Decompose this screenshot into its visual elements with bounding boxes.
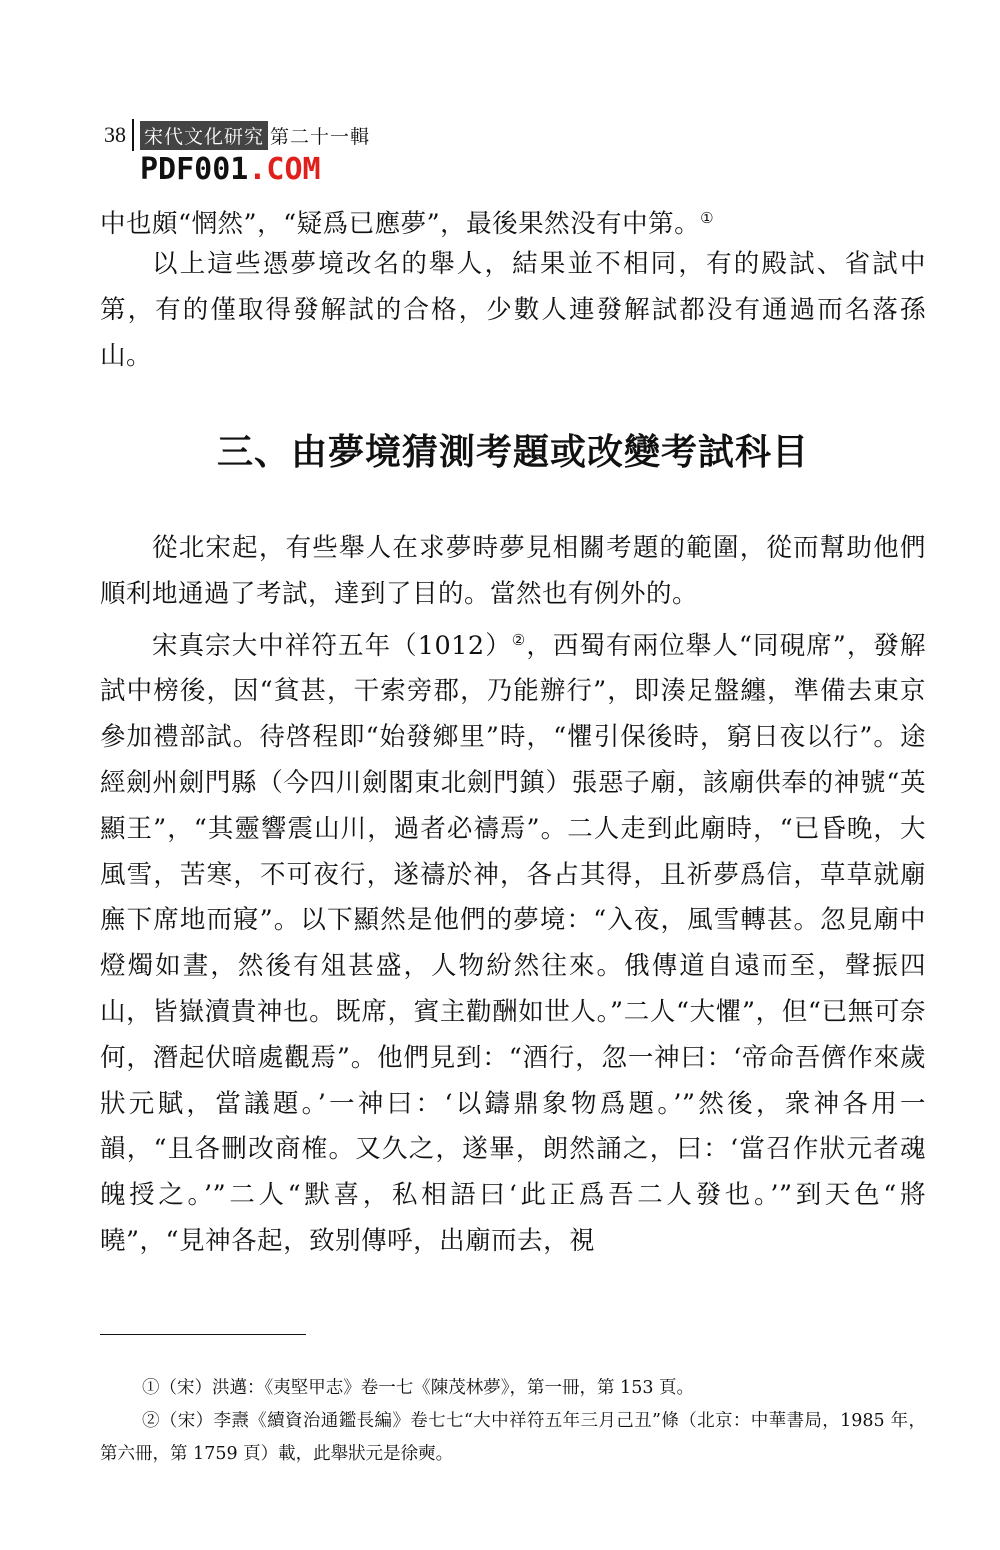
header-divider [132,119,134,151]
footnote-divider [100,1334,306,1335]
footnote-1: ①（宋）洪邁：《夷堅甲志》卷一七《陳茂林夢》，第一冊，第 153 頁。 [142,1378,695,1398]
issue-label: 第二十一輯 [270,125,371,148]
section-title: 三、由夢境猜測考題或改變考試科目 [216,431,809,473]
intro-text-2: 以上這些憑夢境改名的舉人，結果並不相同，有的殿試、省試中第，有的僅取得發解試的合格，少數人連發解試都没有通過而名落孫山。 [100,249,926,371]
main-paragraph-2-rest: ，西蜀有兩位舉人“同硯席”，發解試中榜後，因“貧甚，干索旁郡，乃能辦行”，即湊足盤纏，準備去東京參加禮部試。待啓程即“始發鄉里”時，“懼引保後時，窮日夜以行”。途經劍州劍門縣（今四川劍閣東北劍門鎮）張惡子廟，該廟供奉的神號“英顯王”，“其靈響震山川，過者必禱焉”。二人走到此廟時，“已昏晚，大風雪，苦寒，不可夜行，遂禱於神，各占其得，且祈夢爲信，草草就廟廡下席地而寢”。以下顯然是他們的夢境：“入夜，風雪轉甚。忽見廟中燈燭如晝，然後有俎甚盛，人物紛然往來。俄傳道自遠而至，聲振四山，皆嶽瀆貴神也。既席，賓主勸酬如世人。”二人“大懼”，但“已無可奈何，潛起伏暗處觀焉”。他們見到：“酒行，忽一神曰：‘帝命吾儕作來歲狀元賦，當議題。’一神曰：‘以鑄鼎象物爲題。’”然後，衆神各用一韻，“且各刪改商榷。又久之，遂畢，朗然誦之，曰：‘當召作狀元者魂魄授之。’”二人“默喜，私相語曰‘此正爲吾二人發也。’”到天色“將曉”，“見神各起，致别傳呼，出廟而去，視 [100,630,926,1256]
watermark [140,152,321,187]
running-header [104,118,370,152]
main-paragraph-2-start: 宋真宗大中祥符五年（1012） [152,630,512,661]
intro-text-1: 中也頗“惘然”，“疑爲已應夢”，最後果然没有中第。 [100,209,701,239]
main-paragraph-1: 從北宋起，有些舉人在求夢時夢見相關考題的範圍，從而幫助他們順利地通過了考試，達到了目的。當然也有例外的。 [100,533,926,609]
main-paragraph-2 [100,618,926,1265]
footnote-ref-2: ② [511,630,527,649]
footnotes [100,1372,926,1471]
page-number: 38 [104,122,126,147]
footnote-2: ②（宋）李燾《續資治通鑑長編》卷七七“大中祥符五年三月己丑”條（北京：中華書局，1985 年，第六冊，第 1759 頁）載，此舉狀元是徐奭。 [100,1411,926,1464]
intro-paragraph-1 [100,196,926,248]
watermark-text-accent: .COM [248,152,321,187]
main-body [100,526,926,1265]
intro-paragraph-2 [100,242,926,379]
watermark-text-main: PDF001 [140,152,249,187]
journal-name: 宋代文化研究 [140,121,268,150]
footnote-ref-1: ① [700,209,715,227]
